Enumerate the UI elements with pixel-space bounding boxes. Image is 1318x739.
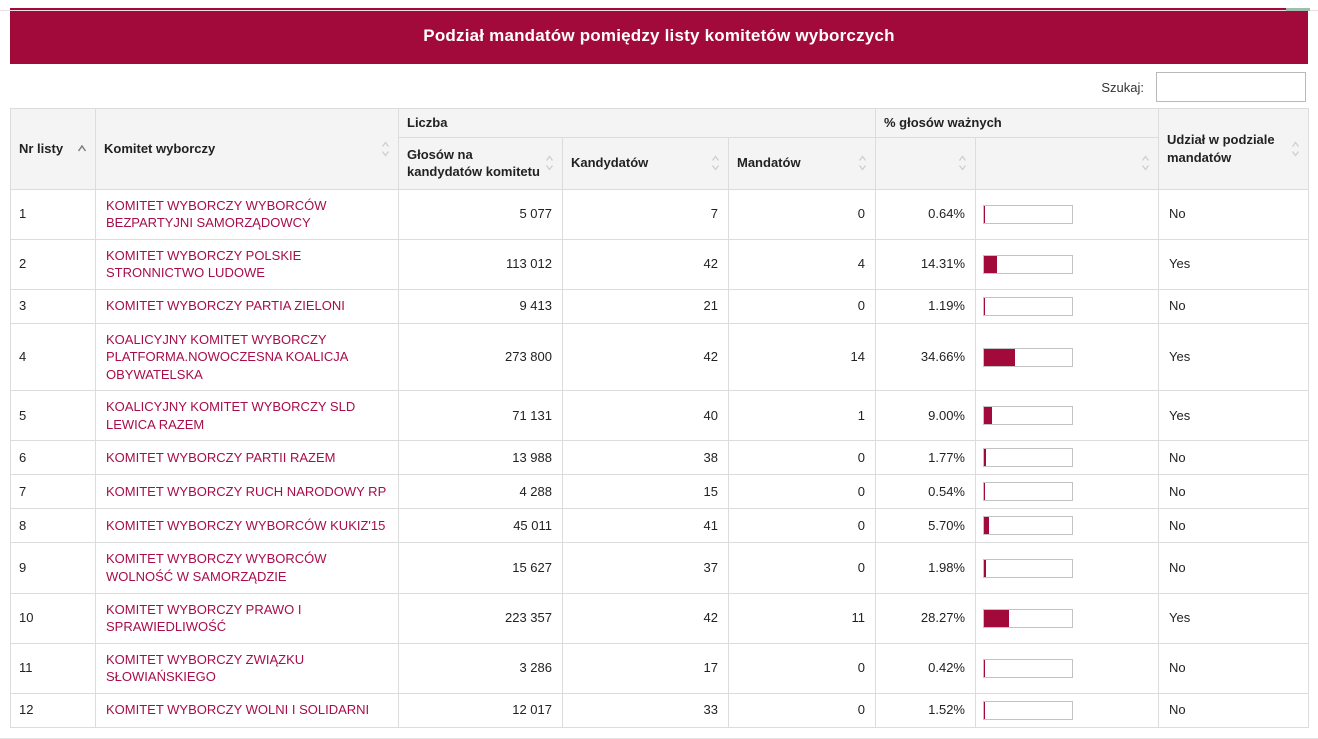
column-header-pct-value[interactable] <box>876 137 976 189</box>
cell-committee <box>96 509 399 543</box>
cell-candidates-count: 42 <box>563 239 729 289</box>
cell-candidates-count: 40 <box>563 391 729 441</box>
table-row <box>11 509 1309 543</box>
cell-mandate-participation: Yes <box>1159 239 1309 289</box>
cell-percent-valid-votes: 1.98% <box>876 543 976 593</box>
cell-mandates-count: 0 <box>729 189 876 239</box>
cell-percent-valid-votes: 0.64% <box>876 189 976 239</box>
page-title: Podział mandatów pomiędzy listy komitetów wyborczych <box>423 26 894 46</box>
cell-percent-valid-votes: 0.42% <box>876 643 976 693</box>
cell-percent-valid-votes: 34.66% <box>876 323 976 391</box>
cell-candidates-count: 15 <box>563 475 729 509</box>
cell-committee <box>96 323 399 391</box>
column-group-label: Liczba <box>407 115 447 130</box>
column-header-label: Mandatów <box>737 154 801 172</box>
sort-both-icon <box>958 154 967 172</box>
percent-bar-fill <box>984 610 1009 627</box>
cell-list-number: 3 <box>11 289 96 323</box>
cell-percent-bar <box>976 441 1159 475</box>
cell-percent-valid-votes: 1.77% <box>876 441 976 475</box>
cell-percent-valid-votes: 28.27% <box>876 593 976 643</box>
cell-mandates-count: 0 <box>729 693 876 727</box>
cell-list-number: 2 <box>11 239 96 289</box>
committee-name-link[interactable]: KOMITET WYBORCZY WYBORCÓW WOLNOŚĆ W SAMORZĄDZIE <box>106 551 327 584</box>
percent-bar <box>983 559 1073 578</box>
column-header-label: Komitet wyborczy <box>104 140 215 158</box>
cell-committee <box>96 289 399 323</box>
search-bar <box>12 70 1306 104</box>
cell-percent-valid-votes: 0.54% <box>876 475 976 509</box>
cell-committee <box>96 189 399 239</box>
cell-percent-bar <box>976 391 1159 441</box>
cell-candidates-count: 42 <box>563 323 729 391</box>
percent-bar-fill <box>984 349 1015 366</box>
table-row <box>11 475 1309 509</box>
table-row <box>11 593 1309 643</box>
cell-candidates-count: 7 <box>563 189 729 239</box>
cell-candidates-count: 41 <box>563 509 729 543</box>
table-row <box>11 323 1309 391</box>
percent-bar <box>983 609 1073 628</box>
cell-mandate-participation: No <box>1159 543 1309 593</box>
cell-list-number: 11 <box>11 643 96 693</box>
cell-votes-count: 45 011 <box>399 509 563 543</box>
cell-committee <box>96 693 399 727</box>
cell-percent-bar <box>976 189 1159 239</box>
cell-list-number: 7 <box>11 475 96 509</box>
percent-bar <box>983 297 1073 316</box>
committee-name-link[interactable]: KOMITET WYBORCZY ZWIĄZKU SŁOWIAŃSKIEGO <box>106 652 304 685</box>
table-row <box>11 391 1309 441</box>
column-header-mandatow[interactable] <box>729 137 876 189</box>
sort-both-icon <box>1141 154 1150 172</box>
cell-mandate-participation: Yes <box>1159 391 1309 441</box>
committee-name-link[interactable]: KOMITET WYBORCZY PARTIA ZIELONI <box>106 298 345 313</box>
cell-percent-bar <box>976 693 1159 727</box>
column-header-label: Głosów na kandydatów komitetu <box>407 146 541 181</box>
cell-percent-valid-votes: 1.52% <box>876 693 976 727</box>
committee-name-link[interactable]: KOMITET WYBORCZY PRAWO I SPRAWIEDLIWOŚĆ <box>106 602 302 635</box>
cell-percent-valid-votes: 14.31% <box>876 239 976 289</box>
percent-bar-fill <box>984 206 985 223</box>
cell-mandate-participation: Yes <box>1159 323 1309 391</box>
cell-list-number: 12 <box>11 693 96 727</box>
percent-bar <box>983 516 1073 535</box>
cell-committee <box>96 475 399 509</box>
cell-percent-valid-votes: 5.70% <box>876 509 976 543</box>
sort-ascending-icon <box>77 144 87 153</box>
column-header-label: Kandydatów <box>571 154 648 172</box>
percent-bar <box>983 348 1073 367</box>
page-title-banner <box>10 8 1308 64</box>
column-header-nr-listy[interactable] <box>11 109 96 190</box>
column-header-glosow[interactable] <box>399 137 563 189</box>
cell-mandate-participation: No <box>1159 643 1309 693</box>
cell-candidates-count: 42 <box>563 593 729 643</box>
top-right-cut-element <box>1286 8 1310 11</box>
column-header-label: Udział w podziale mandatów <box>1167 131 1287 166</box>
cell-mandate-participation: Yes <box>1159 593 1309 643</box>
column-group-pct-glosow-waznych <box>876 109 1159 138</box>
committee-name-link[interactable]: KOMITET WYBORCZY WOLNI I SOLIDARNI <box>106 702 369 717</box>
results-table <box>10 108 1309 728</box>
column-header-label: Nr listy <box>19 140 63 158</box>
committee-name-link[interactable]: KOALICYJNY KOMITET WYBORCZY PLATFORMA.NOWOCZESNA KOALICJA OBYWATELSKA <box>106 332 348 382</box>
percent-bar <box>983 406 1073 425</box>
cell-votes-count: 9 413 <box>399 289 563 323</box>
cell-list-number: 1 <box>11 189 96 239</box>
cell-votes-count: 4 288 <box>399 475 563 509</box>
cell-list-number: 9 <box>11 543 96 593</box>
percent-bar-fill <box>984 407 992 424</box>
cell-percent-bar <box>976 239 1159 289</box>
cell-candidates-count: 21 <box>563 289 729 323</box>
sort-both-icon <box>858 154 867 172</box>
cell-percent-bar <box>976 643 1159 693</box>
cell-mandates-count: 14 <box>729 323 876 391</box>
committee-name-link[interactable]: KOMITET WYBORCZY WYBORCÓW BEZPARTYJNI SAMORZĄDOWCY <box>106 198 327 231</box>
table-row <box>11 441 1309 475</box>
cell-candidates-count: 37 <box>563 543 729 593</box>
cell-mandates-count: 0 <box>729 475 876 509</box>
cell-votes-count: 3 286 <box>399 643 563 693</box>
cell-mandate-participation: No <box>1159 509 1309 543</box>
column-header-komitet[interactable] <box>96 109 399 190</box>
percent-bar-fill <box>984 560 986 577</box>
cell-mandate-participation: No <box>1159 693 1309 727</box>
table-row <box>11 239 1309 289</box>
column-header-udzial[interactable] <box>1159 109 1309 190</box>
committee-name-link[interactable]: KOMITET WYBORCZY WYBORCÓW KUKIZ'15 <box>106 518 385 533</box>
cell-list-number: 8 <box>11 509 96 543</box>
cell-percent-valid-votes: 1.19% <box>876 289 976 323</box>
cell-list-number: 10 <box>11 593 96 643</box>
cell-committee <box>96 593 399 643</box>
cell-candidates-count: 33 <box>563 693 729 727</box>
percent-bar <box>983 255 1073 274</box>
cell-percent-bar <box>976 323 1159 391</box>
cell-votes-count: 223 357 <box>399 593 563 643</box>
cell-list-number: 5 <box>11 391 96 441</box>
table-row <box>11 289 1309 323</box>
cell-mandates-count: 0 <box>729 441 876 475</box>
cell-candidates-count: 38 <box>563 441 729 475</box>
percent-bar-fill <box>984 449 986 466</box>
percent-bar-fill <box>984 702 985 719</box>
cell-votes-count: 113 012 <box>399 239 563 289</box>
cell-percent-bar <box>976 543 1159 593</box>
table-row <box>11 543 1309 593</box>
cell-mandates-count: 0 <box>729 543 876 593</box>
cell-votes-count: 12 017 <box>399 693 563 727</box>
cell-votes-count: 13 988 <box>399 441 563 475</box>
cell-candidates-count: 17 <box>563 643 729 693</box>
cell-mandate-participation: No <box>1159 441 1309 475</box>
cell-list-number: 6 <box>11 441 96 475</box>
cell-mandates-count: 0 <box>729 289 876 323</box>
committee-name-link[interactable]: KOMITET WYBORCZY PARTII RAZEM <box>106 450 335 465</box>
cell-percent-bar <box>976 289 1159 323</box>
cell-committee <box>96 441 399 475</box>
cell-mandates-count: 11 <box>729 593 876 643</box>
cell-mandates-count: 0 <box>729 643 876 693</box>
cell-committee <box>96 643 399 693</box>
table-row <box>11 189 1309 239</box>
column-group-label: % głosów ważnych <box>884 115 1002 130</box>
sort-both-icon <box>545 154 554 172</box>
top-border-line <box>0 10 1318 11</box>
percent-bar <box>983 659 1073 678</box>
column-group-liczba <box>399 109 876 138</box>
sort-both-icon <box>381 140 390 158</box>
cell-mandates-count: 4 <box>729 239 876 289</box>
cell-mandates-count: 1 <box>729 391 876 441</box>
committee-name-link[interactable]: KOALICYJNY KOMITET WYBORCZY SLD LEWICA RAZEM <box>106 399 355 432</box>
column-header-pct-bar[interactable] <box>976 137 1159 189</box>
cell-committee <box>96 391 399 441</box>
sort-both-icon <box>1291 140 1300 158</box>
column-header-kandydatow[interactable] <box>563 137 729 189</box>
cell-percent-bar <box>976 475 1159 509</box>
committee-name-link[interactable]: KOMITET WYBORCZY POLSKIE STRONNICTWO LUDOWE <box>106 248 301 281</box>
percent-bar-fill <box>984 517 989 534</box>
committee-name-link[interactable]: KOMITET WYBORCZY RUCH NARODOWY RP <box>106 484 386 499</box>
cell-votes-count: 15 627 <box>399 543 563 593</box>
table-row <box>11 643 1309 693</box>
cell-mandate-participation: No <box>1159 189 1309 239</box>
cell-mandate-participation: No <box>1159 475 1309 509</box>
percent-bar <box>983 205 1073 224</box>
cell-votes-count: 71 131 <box>399 391 563 441</box>
cell-mandates-count: 0 <box>729 509 876 543</box>
cell-mandate-participation: No <box>1159 289 1309 323</box>
cell-votes-count: 5 077 <box>399 189 563 239</box>
percent-bar <box>983 701 1073 720</box>
sort-both-icon <box>711 154 720 172</box>
percent-bar <box>983 448 1073 467</box>
percent-bar-fill <box>984 256 997 273</box>
percent-bar-fill <box>984 298 985 315</box>
cell-list-number: 4 <box>11 323 96 391</box>
cell-committee <box>96 543 399 593</box>
cell-votes-count: 273 800 <box>399 323 563 391</box>
percent-bar <box>983 482 1073 501</box>
table-row <box>11 693 1309 727</box>
search-label: Szukaj: <box>1101 80 1144 95</box>
cell-committee <box>96 239 399 289</box>
cell-percent-valid-votes: 9.00% <box>876 391 976 441</box>
cell-percent-bar <box>976 509 1159 543</box>
cell-percent-bar <box>976 593 1159 643</box>
search-input[interactable] <box>1156 72 1306 102</box>
